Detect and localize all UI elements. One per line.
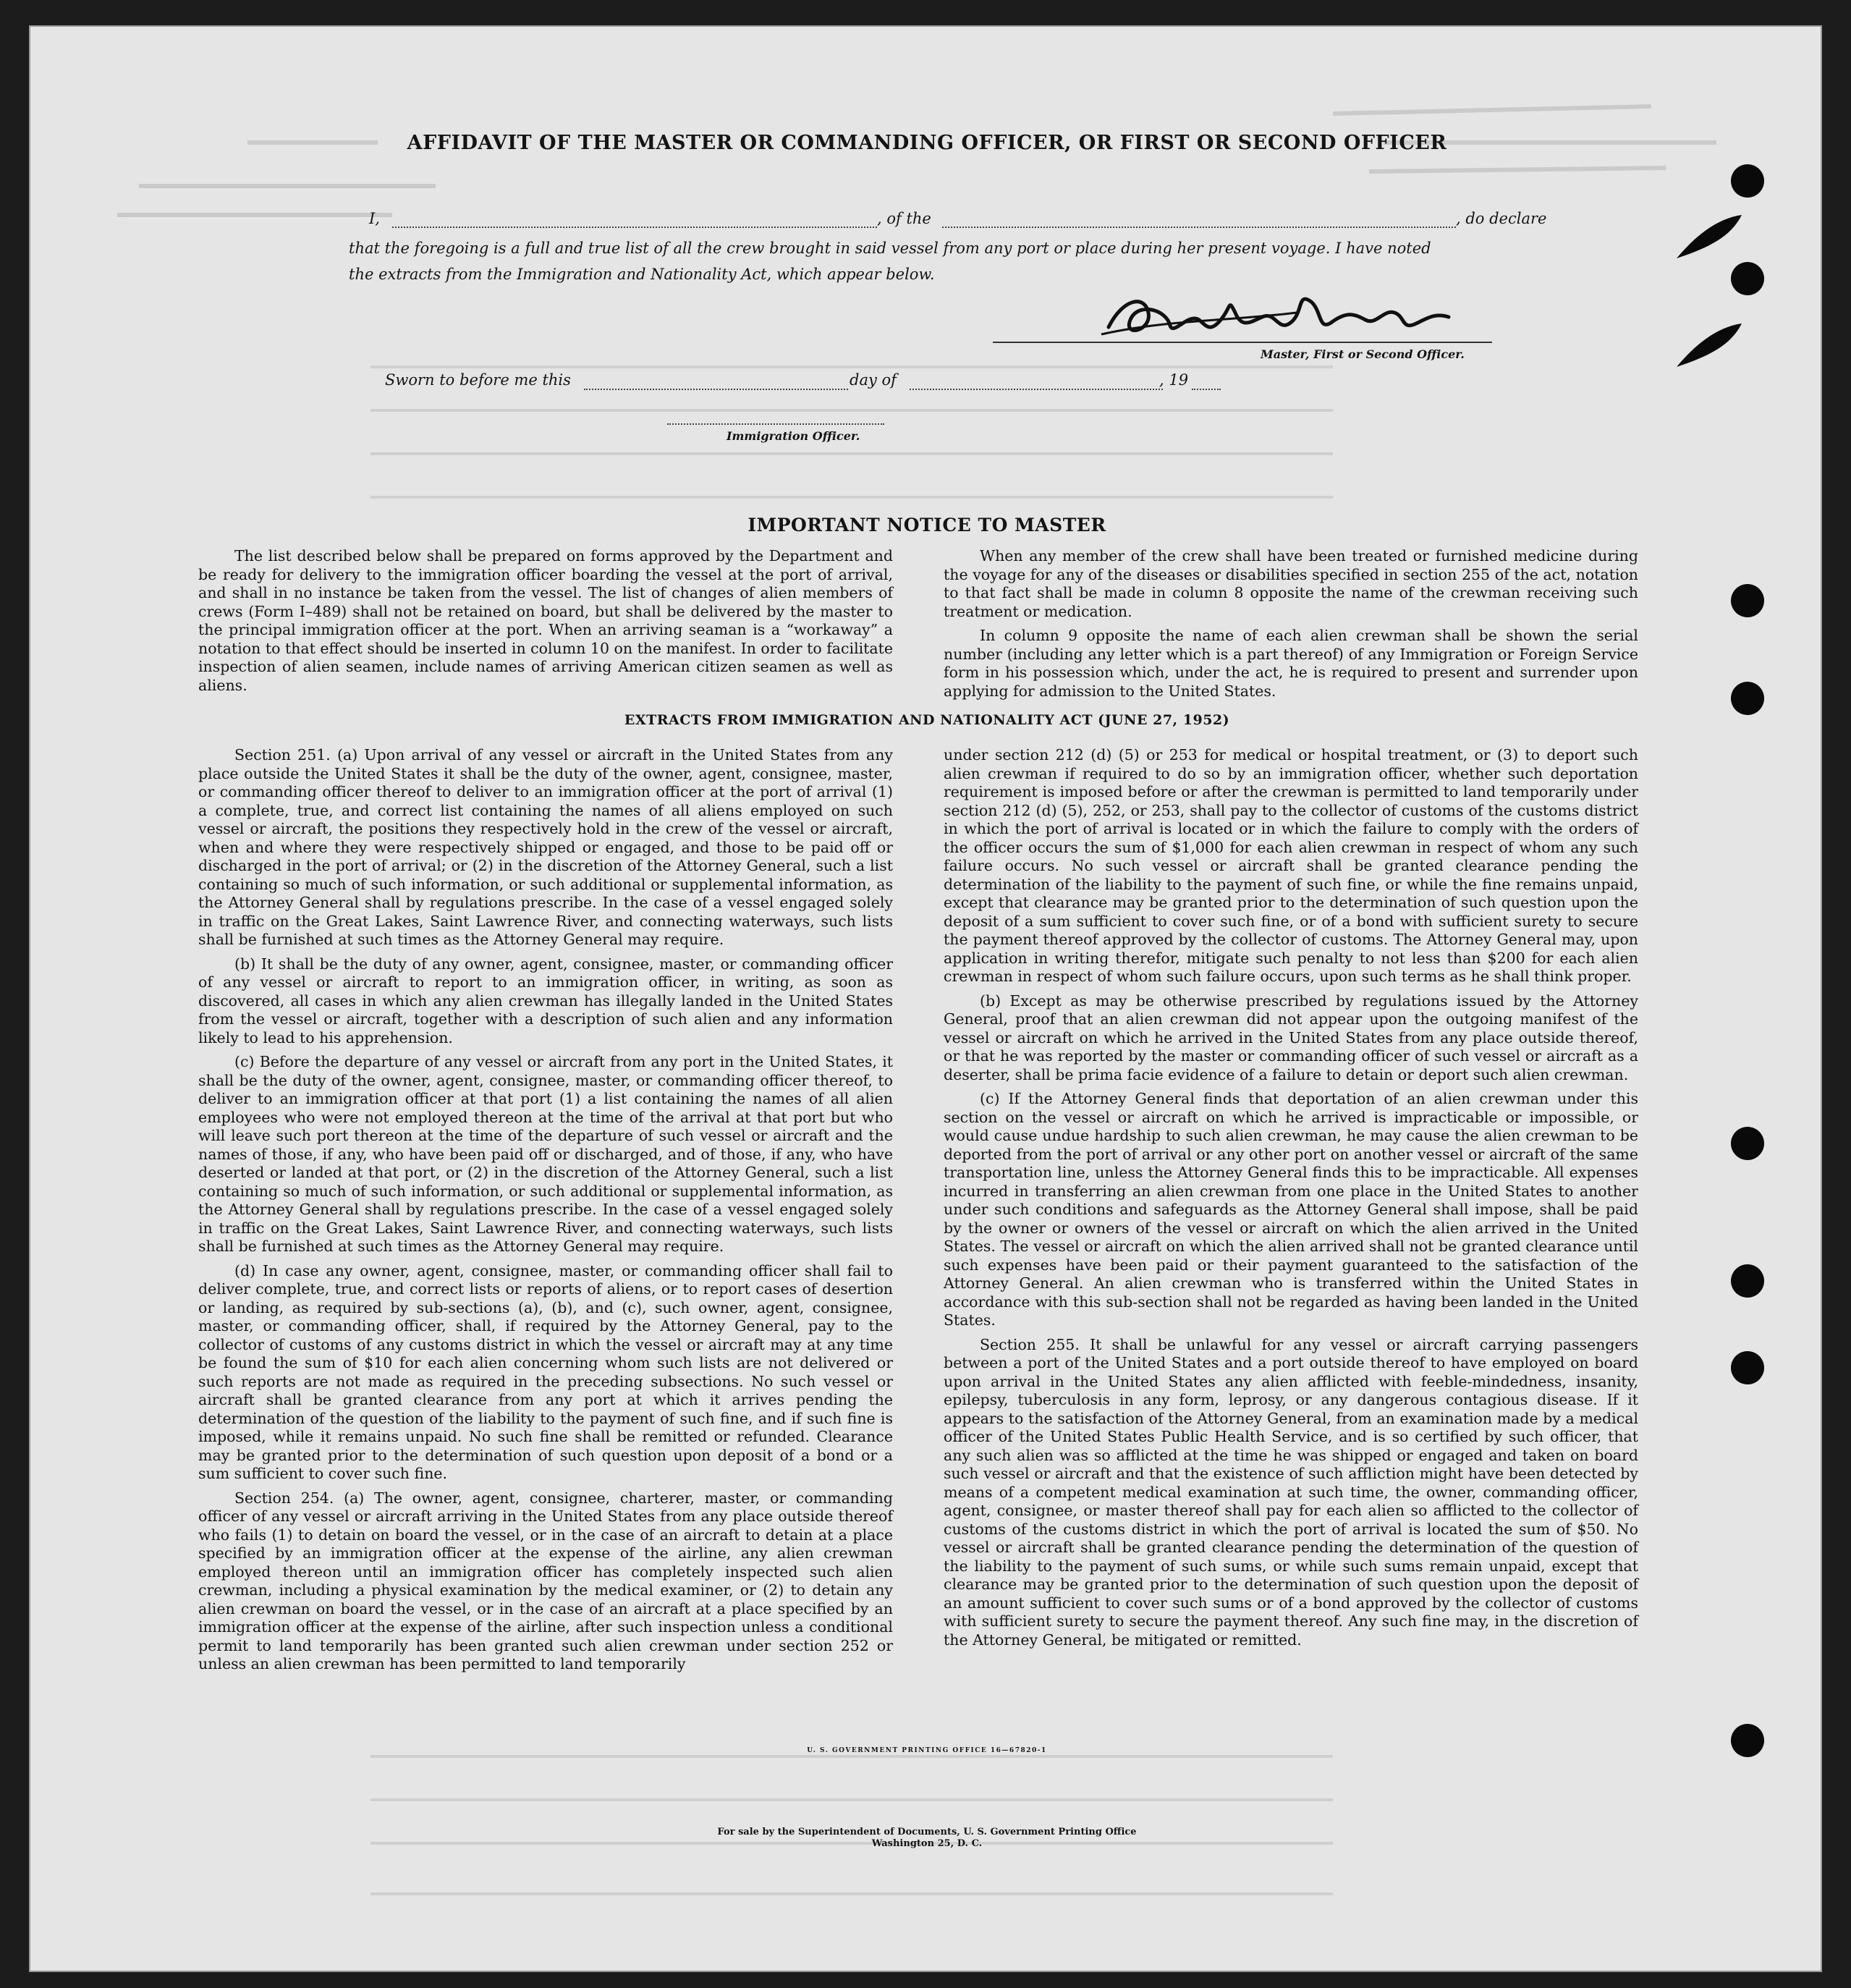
- punch-hole: [1731, 164, 1764, 198]
- declaration-line-2: that the foregoing is a full and true list of all the crew brought in said vessel from any port or place during her present voyage. I have noted: [349, 240, 1431, 257]
- sworn-label: Sworn to before me this: [385, 371, 571, 389]
- vessel-name-field[interactable]: [942, 227, 1456, 228]
- extract-paragraph: (b) It shall be the duty of any owner, agent, consignee, master, or commanding officer of any vessel or aircraft to report to an immigration officer, in writing, as soon as discovered, all cases in which any alien crewman has illegally landed in the United States from the vessel or aircraft, together with a description of such alien and any information likely to lead to his apprehension.: [198, 955, 893, 1046]
- extract-paragraph: Section 255. It shall be unlawful for any vessel or aircraft carrying passengers between a port of the United States and a port outside thereof to have employed on board upon arrival in the United States any alien afflicted with feeble-mindedness, insanity, epilepsy, tuberculosis in any form, leprosy, or any dangerous contagious disease. If it appears to the satisfaction of the Attorney General, from an examination made by a medical officer of the United States Public Health Service, and is so certified by such officer, that any such alien was so afflicted at the time he was shipped or engaged and taken on board such vessel or aircraft and that the existence of such affliction might have been detected by means of a competent medical examination at such time, the owner, commanding officer, agent, consignee, or master thereof shall pay for each alien so afflicted to the collector of customs of the customs district in which the port of arrival is located the sum of $50. No vessel or aircraft shall be granted clearance pending the determination of the question of the liability to the payment of such sums, or while such sums remain unpaid, except that clearance may be granted prior to the determination of such question upon the deposit of an amount sufficient to cover such sums or of a bond approved by the collector of customs with sufficient surety to secure the payment thereof. Any such fine may, in the discretion of the Attorney General, be mitigated or remitted.: [944, 1335, 1638, 1649]
- notice-right-column: [944, 547, 1638, 706]
- declaration-line-3: the extracts from the Immigration and Nationality Act, which appear below.: [349, 266, 935, 283]
- notice-title: IMPORTANT NOTICE TO MASTER: [747, 515, 1106, 536]
- punch-hole: [1731, 682, 1764, 715]
- day-of-label: day of: [850, 371, 897, 389]
- affidavit-title: AFFIDAVIT OF THE MASTER OR COMMANDING OFFICER, OR FIRST OR SECOND OFFICER: [407, 132, 1447, 154]
- extract-paragraph: (b) Except as may be otherwise prescribed by regulations issued by the Attorney General, proof that an alien crewman did not appear upon the outgoing manifest of the vessel or aircraft on which he arrived in the United States from any place outside thereof, or that he was reported by the master or commanding officer of such vessel or aircraft as a deserter, shall be prima facie evidence of a failure to detain or deport such alien crewman.: [944, 991, 1638, 1083]
- declarant-name-field[interactable]: [392, 227, 877, 228]
- binding-tear-mark: [1673, 316, 1745, 374]
- year-label: , 19: [1159, 371, 1189, 389]
- declarant-label: I,: [369, 210, 380, 227]
- sworn-month-field[interactable]: [910, 389, 1163, 390]
- extracts-title: EXTRACTS FROM IMMIGRATION AND NATIONALITY ACT (JUNE 27, 1952): [624, 712, 1230, 728]
- notice-right-paragraph-1: When any member of the crew shall have been treated or furnished medicine during the voyage for any of the diseases or disabilities specified in section 255 of the act, notation to that fact shall be made in column 8 opposite the name of the crewman receiving such treatment or medication.: [944, 547, 1638, 620]
- extract-paragraph: under section 212 (d) (5) or 253 for medical or hospital treatment, or (3) to deport such alien crewman if required to do so by an immigration officer, whether such deportation requirement is imposed before or after the crewman is permitted to land temporarily under section 212 (d) (5), 252, or 253, shall pay to the collector of customs of the customs district in which the port of arrival is located or in which the failure to comply with the orders of the officer occurs the sum of $1,000 for each alien crewman in respect of whom any such failure occurs. No such vessel or aircraft shall be granted clearance pending the determination of the liability to the payment of such fine, or while the fine remains unpaid, except that clearance may be granted prior to the determination of such question upon the deposit of a sum sufficient to cover such fine, or of a bond with sufficient surety to secure the payment thereof approved by the collector of customs. The Attorney General may, upon application in writing therefor, mitigate such penalty to not less than $200 for each alien crewman in respect of whom such failure occurs, upon such terms as he shall think proper.: [944, 746, 1638, 985]
- extract-paragraph: (c) Before the departure of any vessel or aircraft from any port in the United States, it shall be the duty of the owner, agent, consignee, master, or commanding officer thereof, to deliver to an immigration officer at that port (1) a list containing the names of all alien employees who were not employed thereon at the time of the arrival at that port but who will leave such port thereon at the time of the departure of such vessel or aircraft and the names of those, if any, who have been paid off or discharged, and of those, if any, who have deserted or landed at that port, or (2) in the discretion of the Attorney General, such a list containing so much of such information, or such additional or supplemental information, as the Attorney General shall by regulations prescribe. In the case of a vessel engaged solely in traffic on the Great Lakes, Saint Lawrence River, and connecting waterways, such lists shall be furnished at such times as the Attorney General may require.: [198, 1053, 893, 1255]
- punch-hole: [1731, 1264, 1764, 1298]
- punch-hole: [1731, 584, 1764, 617]
- extract-paragraph: Section 254. (a) The owner, agent, consignee, charterer, master, or commanding officer of any vessel or aircraft arriving in the United States from any place outside thereof who fails (1) to detain on board the vessel, or in the case of an aircraft to detain at a place specified by an immigration officer at the expense of the airline, any alien crewman employed thereon until an immigration officer has completely inspected such alien crewman, including a physical examination by the medical examiner, or (2) to detain any alien crewman on board the vessel, or in the case of an aircraft at a place specified by an immigration officer at the expense of the airline, after such inspection unless a conditional permit to land temporarily has been granted such alien crewman under section 252 or unless an alien crewman has been permitted to land temporarily: [198, 1489, 893, 1672]
- of-the-label: , of the: [877, 210, 931, 227]
- extracts-right-column: [944, 746, 1638, 1655]
- notice-left-paragraph: The list described below shall be prepared on forms approved by the Department and be ready for delivery to the immigration officer boarding the vessel at the port of arrival, and shall in no instance be taken from the vessel. The list of changes of alien members of crews (Form I–489) shall not be retained on board, but shall be delivered by the master to the principal immigration officer at the port. When an arriving seaman is a “workaway” a notation to that effect should be inserted in column 10 on the manifest. In order to facilitate inspection of alien seamen, include names of arriving American citizen seamen as well as aliens.: [198, 547, 894, 694]
- master-caption: Master, First or Second Officer.: [1261, 347, 1465, 361]
- extract-paragraph: (d) In case any owner, agent, consignee, master, or commanding officer shall fail to deliver complete, true, and correct lists or reports of aliens, or to report cases of desertion or landing, as required by sub-sections (a), (b), and (c), such owner, agent, consignee, master, or commanding officer, shall, if required by the Attorney General, pay to the collector of customs of any customs district in which the vessel or aircraft may at any time be found the sum of $10 for each alien concerning whom such lists are not delivered or such reports are not made as required in the preceding subsections. No such vessel or aircraft shall be granted clearance from any port at which it arrives pending the determination of the question of the liability to the payment of such fine, and if such fine is imposed, while it remains unpaid. No such fine shall be remitted or refunded. Clearance may be granted prior to the determination of such question upon deposit of a bond or a sum sufficient to cover such fine.: [198, 1261, 893, 1482]
- extract-paragraph: Section 251. (a) Upon arrival of any vessel or aircraft in the United States from any place outside the United States it shall be the duty of the owner, agent, consignee, master, or commanding officer thereof to deliver to an immigration officer at the port of arrival (1) a complete, true, and correct list containing the names of all aliens employed on such vessel or aircraft, the positions they respectively hold in the crew of the vessel or aircraft, when and where they were respectively shipped or engaged, and those to be paid off or discharged in the port of arrival; or (2) in the discretion of the Attorney General, such a list containing so much of such information, or such additional or supplemental information, as the Attorney General shall by regulations prescribe. In the case of a vessel engaged solely in traffic on the Great Lakes, Saint Lawrence River, and connecting waterways, such lists shall be furnished at such times as the Attorney General may require.: [198, 746, 893, 948]
- punch-hole: [1731, 262, 1764, 295]
- punch-hole: [1731, 1127, 1764, 1160]
- sworn-day-field[interactable]: [584, 389, 848, 390]
- immigration-officer-line[interactable]: [667, 423, 884, 425]
- notice-left-column: [198, 547, 893, 701]
- for-sale-line-2: Washington 25, D. C.: [871, 1838, 983, 1849]
- printing-office-imprint: U. S. GOVERNMENT PRINTING OFFICE 16—67820-1: [807, 1747, 1047, 1754]
- extract-paragraph: (c) If the Attorney General finds that deportation of an alien crewman under this section on the vessel or aircraft on which he arrived is impracticable or impossible, or would cause undue hardship to such alien crewman, he may cause the alien crewman to be deported from the port of arrival or any other port on another vessel or aircraft of the same transportation line, unless the Attorney General finds this to be impracticable. All expenses incurred in transferring an alien crewman from one place in the United States to another under such conditions and safeguards as the Attorney General shall impose, shall be paid by the owner or owners of the vessel or aircraft on which the alien arrived in the United States. The vessel or aircraft on which the alien arrived shall not be granted clearance until such expenses have been paid or their payment guaranteed to the satisfaction of the Attorney General. An alien crewman who is transferred within the United States in accordance with this sub-section shall not be regarded as having been landed in the United States.: [944, 1090, 1638, 1329]
- year-field[interactable]: [1192, 389, 1221, 390]
- document-page: [29, 25, 1822, 1972]
- notice-right-paragraph-2: In column 9 opposite the name of each alien crewman shall be shown the serial number (including any letter which is a part thereof) of any Immigration or Foreign Service form in his possession which, under the act, he is required to present and surrender upon applying for admission to the United States.: [944, 627, 1638, 700]
- extracts-left-column: [198, 746, 893, 1680]
- immigration-officer-caption: Immigration Officer.: [727, 429, 860, 443]
- do-declare-label: , do declare: [1456, 210, 1547, 227]
- for-sale-line-1: For sale by the Superintendent of Documents, U. S. Government Printing Office: [717, 1827, 1137, 1837]
- binding-tear-mark: [1673, 208, 1745, 266]
- punch-hole: [1731, 1351, 1764, 1384]
- master-signature-line: [993, 342, 1492, 343]
- punch-hole: [1731, 1724, 1764, 1757]
- master-signature: [1080, 269, 1514, 356]
